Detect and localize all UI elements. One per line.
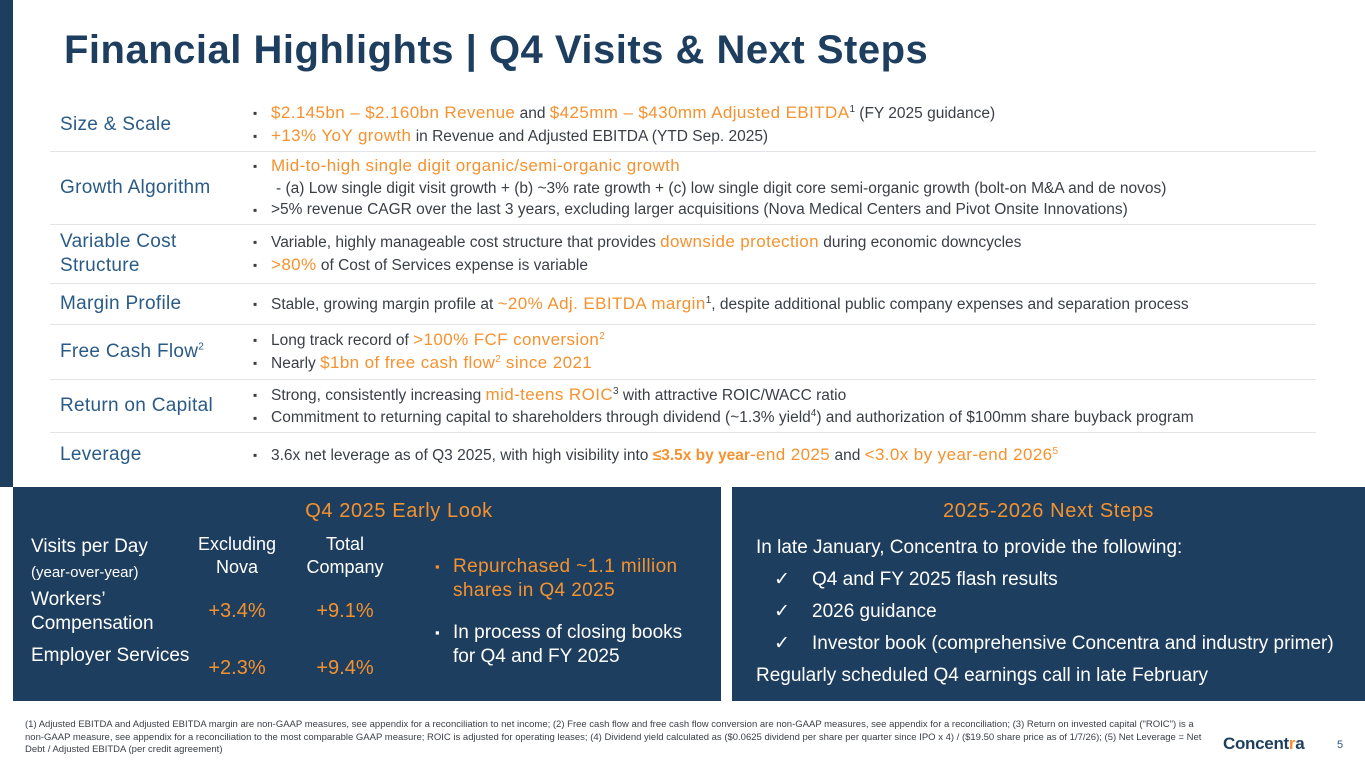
sub-bullet-item: - (a) Low single digit visit growth + (b) ~3% rate growth + (c) low single digit core semi-organic growth (bolt-on M&A and de novos) [276, 180, 1167, 197]
column-header-total-company: Total Company [306, 534, 384, 577]
row-growth-algorithm [50, 152, 1316, 225]
checklist-item: ✓ 2026 guidance [774, 601, 937, 622]
check-icon: ✓ [774, 601, 790, 622]
bullet-item: ▪ 3.6x net leverage as of Q3 2025, with high visibility into ≤3.5x by year-end 2025 and <3.0x by year-end 2026$^5$ [250, 444, 1316, 467]
row-label: Leverage [60, 444, 142, 465]
value-cell: +9.4% [316, 657, 374, 679]
bullet-item: ▪ $2.145bn – $2.160bn Revenue and $425mm – $430mm Adjusted EBITDA$^1$ (FY 2025 guidance) [250, 102, 1316, 125]
page-title: Financial Highlights | Q4 Visits & Next Steps [64, 28, 929, 72]
bullet-item: ▪ Mid-to-high single digit organic/semi-organic growth [250, 155, 1316, 178]
row-label-workers-comp: Workers’ Compensation [31, 589, 154, 634]
next-steps-panel [732, 487, 1365, 701]
page-number: 5 [1337, 739, 1344, 751]
row-margin-profile [50, 284, 1316, 325]
bullet-item: ▪ Stable, growing margin profile at ~20% Adj. EBITDA margin$^1$, despite additional public company expenses and separation process [250, 293, 1316, 316]
early-look-bullet: ▪ In process of closing books for Q4 and FY 2025 [435, 621, 705, 669]
row-label: Variable Cost Structure [60, 231, 177, 276]
row-label: Size & Scale [60, 113, 172, 135]
row-label: Return on Capital [60, 395, 213, 416]
value-cell: +9.1% [316, 600, 374, 622]
early-look-bullet: ▪ Repurchased ~1.1 million shares in Q4 2025 [435, 555, 705, 603]
bullet-item: ▪ Long track record of >100% FCF conversion$^2$ [250, 329, 1316, 352]
value-cell: +2.3% [208, 657, 266, 679]
visits-label: Visits per Day (year-over-year) [31, 536, 148, 581]
row-variable-cost [50, 225, 1316, 284]
company-logo: Concentra [1223, 734, 1305, 753]
check-icon: ✓ [774, 633, 790, 654]
bullet-item: ▪ Commitment to returning capital to shareholders through dividend (~1.3% yield$^4$) and authorization of $100mm share buyback program [250, 407, 1316, 429]
checklist-item: ✓ Q4 and FY 2025 flash results [774, 569, 1058, 590]
left-accent-strip [0, 0, 13, 487]
next-steps-intro: In late January, Concentra to provide the following: [756, 537, 1183, 558]
panel-title: Q4 2025 Early Look [305, 500, 493, 522]
bullet-item: ▪ Strong, consistently increasing mid-teens ROIC$^3$ with attractive ROIC/WACC ratio [250, 384, 1316, 407]
panel-title: 2025-2026 Next Steps [942, 500, 1155, 522]
column-header-excluding-nova: Excluding Nova [197, 534, 277, 577]
early-look-panel [13, 487, 721, 701]
bullet-item: ▪ >5% revenue CAGR over the last 3 years, excluding larger acquisitions (Nova Medical Centers and Pivot Onsite Innovations) [250, 199, 1316, 221]
row-size-scale [50, 98, 1316, 152]
check-icon: ✓ [774, 569, 790, 590]
bullet-item: ▪ >80% of Cost of Services expense is variable [250, 254, 1316, 277]
row-free-cash-flow [50, 325, 1316, 380]
bullet-item: ▪ Variable, highly manageable cost structure that provides downside protection during economic downcycles [250, 231, 1316, 254]
highlights-table [50, 98, 1316, 477]
row-return-on-capital [50, 380, 1316, 433]
bullet-item: ▪ +13% YoY growth in Revenue and Adjusted EBITDA (YTD Sep. 2025) [250, 125, 1316, 148]
value-cell: +3.4% [208, 600, 266, 622]
next-steps-outro: Regularly scheduled Q4 earnings call in late February [756, 665, 1209, 686]
row-label: Growth Algorithm [60, 177, 211, 198]
row-label: Margin Profile [60, 293, 182, 314]
row-leverage [50, 433, 1316, 477]
bullet-item: ▪ Nearly $1bn of free cash flow$^2$ since 2021 [250, 352, 1316, 375]
row-label-employer-services: Employer Services [31, 645, 190, 666]
footnote: (1) Adjusted EBITDA and Adjusted EBITDA margin are non-GAAP measures, see appendix for a reconciliation to net income; (2) Free cash flow and free cash flow conversion are non-GAAP measures, see appendix for a reconciliation; (3) Return on invested capital ("ROIC") is a non-GAAP measure, see appendix for a reconciliation to the most comparable GAAP measure; ROIC is adjusted for operating leases; (4) Dividend yield calculated as ($0.0625 dividend per share per quarter since IPO x 4) / ($19.50 share price as of 1/7/26); (5) Net Leverage = Net Debt / Adjusted EBITDA (per credit agreement) [25, 719, 1202, 755]
row-label: Free Cash Flow$^2$ [60, 341, 205, 362]
checklist-item: ✓ Investor book (comprehensive Concentra and industry primer) [774, 633, 1334, 654]
